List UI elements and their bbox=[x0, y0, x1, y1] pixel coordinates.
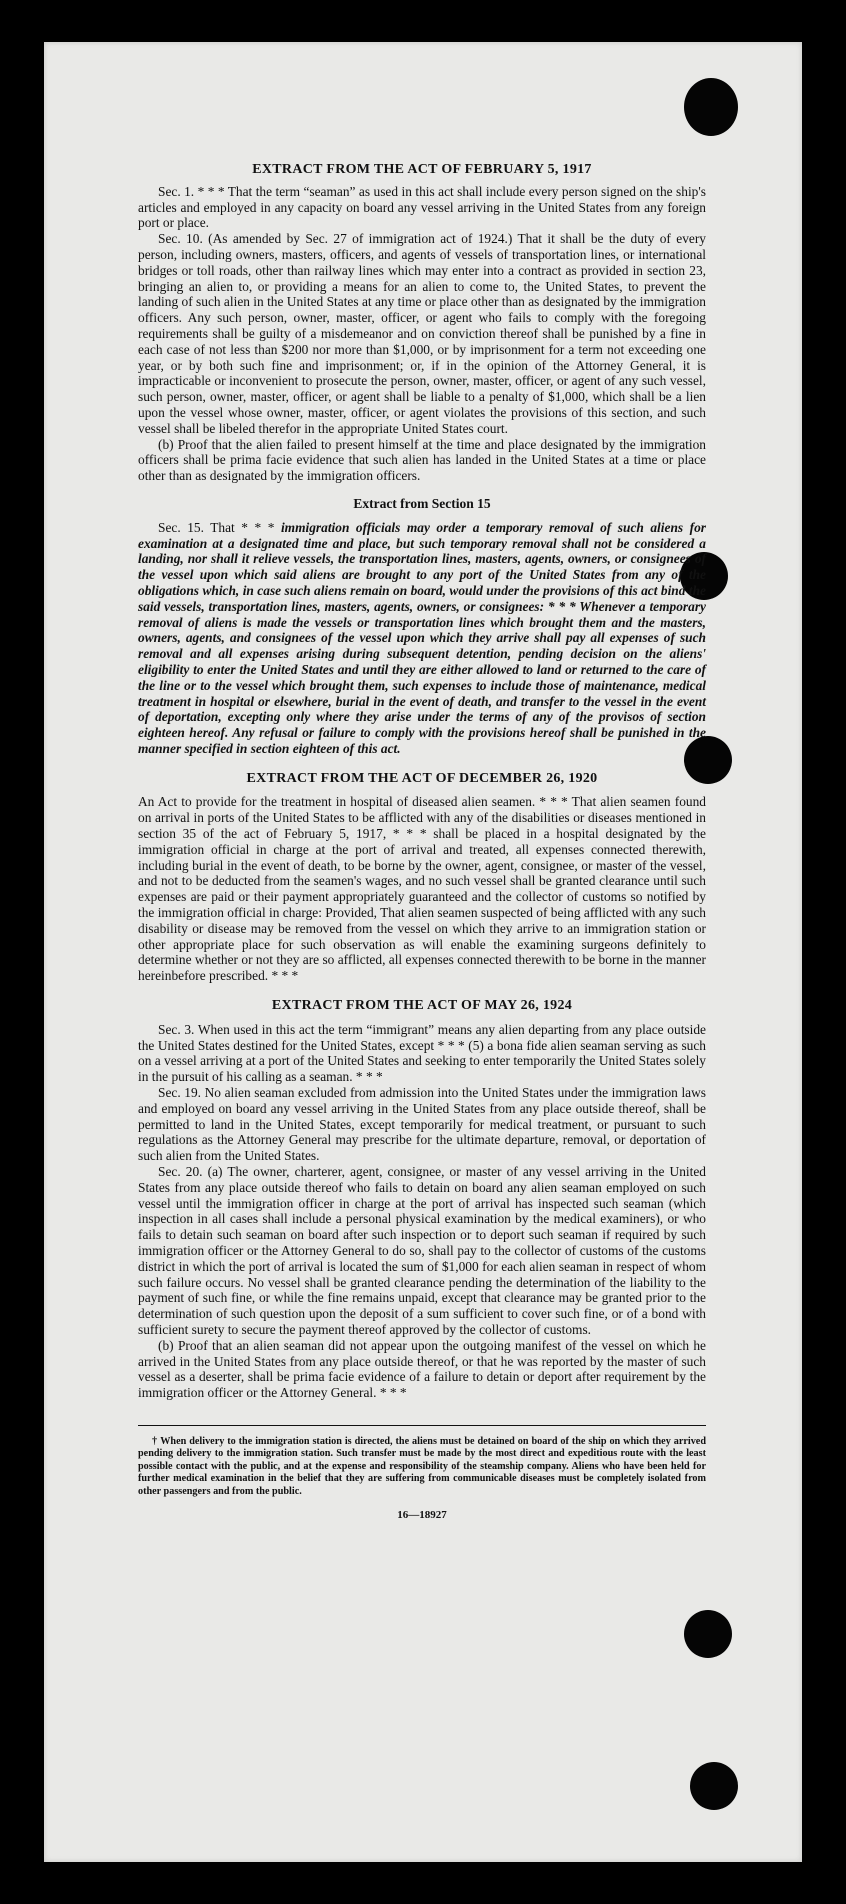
paragraph-sec10b-1917: (b) Proof that the alien failed to present himself at the time and place designated by the immigration officers shall be prima facie evidence that such alien has landed in the United States at a time or place other than as designated by the immigration officers. bbox=[138, 436, 706, 484]
document-body bbox=[138, 162, 706, 1524]
document-page bbox=[44, 42, 802, 1862]
paragraph-sec15 bbox=[138, 520, 706, 757]
heading-act-1917: EXTRACT FROM THE ACT OF FEBRUARY 5, 1917 bbox=[252, 162, 592, 177]
punch-hole-lower bbox=[684, 1610, 732, 1658]
subheading-section-15: Extract from Section 15 bbox=[353, 495, 491, 511]
sec15-italic-text: immigration officials may order a temporary removal of such aliens for examination at a designated time and place, but such temporary removal shall not be considered a landing, nor shall it relieve vessels, the transportation lines, masters, agents, owners, or consignees of the vessel upon which said aliens are brought to any port of the United States from any of the obligations which, in case such aliens remain on board, would under the provisions of this act bind the said vessels, transportation lines, masters, agents, owners, or consignees: * * * Whenever a temporary removal of aliens is made the vessels or transportation lines which brought them and the masters, owners, agents, and consignees of the vessel upon which they arrive shall pay all expenses of such removal and all expenses arising during subsequent detention, pending decision on the aliens' eligibility to enter the United States and until they are either allowed to land or returned to the care of the line or to the vessel which brought them, such expenses to include those of maintenance, medical treatment in hospital or elsewhere, burial in the event of death, and transfer to the vessel in the event of deportation, excepting only where they arise under the terms of any of the provisos of section eighteen hereof. Any refusal or failure to comply with the provisions hereof shall be punished in the manner specified in section eighteen of this act. bbox=[138, 519, 706, 756]
paragraph-act-1920: An Act to provide for the treatment in hospital of diseased alien seamen. * * * That alien seamen found on arrival in ports of the United States to be afflicted with any of the disabilities or diseases mentioned in section 35 of the act of February 5, 1917, * * * shall be placed in a hospital designated by the immigration official in charge at the port of arrival and treated, all expenses connected therewith, including burial in the event of death, to be borne by the owner, agent, consignee, or master of the vessel, and not to be deducted from the seamen's wages, and no such vessel shall be granted clearance until such expenses are paid or their payment appropriately guaranteed and the collector of customs so notified by the immigration official in charge: Provided, That alien seamen suspected of being afflicted with any such disability or disease may be removed from the vessel on which they arrive to an immigration station or other appropriate place for such observation as will enable the examining surgeons definitely to determine whether or not they are so afflicted, all expenses connected therewith to be borne in the manner hereinbefore prescribed. * * * bbox=[138, 794, 706, 984]
sec15-lead: Sec. 15. That * * * bbox=[158, 519, 275, 535]
paragraph-sec20a-1924: Sec. 20. (a) The owner, charterer, agent, consignee, or master of any vessel arriving in the United States from any place outside thereof who fails to detain on board any alien seaman employed on such vessel until the immigration officer in charge at the port of arrival has inspected such seaman (which inspection in all cases shall include a personal physical examination by the medical examiners), or who fails to detain such seaman on board after such inspection or to deport such seaman if required by such immigration officer or the Attorney General to do so, shall pay to the collector of customs of the customs district in which the port of arrival is located the sum of $1,000 for each alien seaman in respect of whom such failure occurs. No vessel shall be granted clearance pending the determination of the liability to the payment of such fine, or while the fine remains unpaid, except that clearance may be granted prior to the determination of such question upon the deposit of a sum sufficient to cover such fine, or of a bond with sufficient surety to secure the payment thereof approved by the collector of customs. bbox=[138, 1164, 706, 1337]
heading-act-1920: EXTRACT FROM THE ACT OF DECEMBER 26, 1920 bbox=[246, 770, 598, 786]
paragraph-sec20b-1924: (b) Proof that an alien seaman did not appear upon the outgoing manifest of the vessel on which he arrived in the United States from any place outside thereof, or that he was reported by the master of such vessel as a deserter, shall be prima facie evidence of a failure to detain or deport after requirement by the immigration officer or the Attorney General. * * * bbox=[138, 1337, 706, 1401]
paragraph-sec10-1917: Sec. 10. (As amended by Sec. 27 of immigration act of 1924.) That it shall be the duty of every person, including owners, masters, officers, and agents of vessels of transportation lines, or international bridges or toll roads, other than railway lines which may enter into a contract as provided in section 23, bringing an alien to, or providing a means for an alien to come to, the United States, to prevent the landing of such alien in the United States at any time or place other than as designated by the immigration officers. Any such person, owner, master, officer, or agent who fails to comply with the foregoing requirements shall be guilty of a misdemeanor and on conviction thereof shall be punished by a fine in each case of not less than $200 nor more than $1,000, or by imprisonment for a term not exceeding one year, or by both such fine and imprisonment; or, if in the opinion of the Attorney General, it is impracticable or inconvenient to prosecute the person, owner, master, officer, or agent of any such vessel, such person, owner, master, officer, or agent shall be liable to a penalty of $1,000, which shall be a lien upon the vessel whose owner, master, officer, or agent violates the provisions of this section, and such vessel shall be libeled therefor in the appropriate United States court. bbox=[138, 231, 706, 436]
paragraph-sec1-1917: Sec. 1. * * * That the term “seaman” as used in this act shall include every person signed on the ship's articles and employed in any capacity on board any vessel arriving in the United States from any foreign port or place. bbox=[138, 183, 706, 231]
paragraph-sec19-1924: Sec. 19. No alien seaman excluded from admission into the United States under the immigration laws and employed on board any vessel arriving in the United States from any place outside thereof, shall be permitted to land in the United States, except temporarily for medical treatment, or pursuant to such regulations as the Attorney General may prescribe for the ultimate departure, removal, or deportation of such alien from the United States. bbox=[138, 1085, 706, 1164]
punch-hole-bottom bbox=[690, 1762, 738, 1810]
paragraph-sec3-1924: Sec. 3. When used in this act the term “immigrant” means any alien departing from any place outside the United States destined for the United States, except * * * (5) a bona fide alien seaman serving as such on a vessel arriving at a port of the United States and seeking to enter temporarily the United States solely in the pursuit of his calling as a seaman. * * * bbox=[138, 1021, 706, 1085]
form-code: 16—18927 bbox=[397, 1509, 447, 1521]
heading-act-1924: EXTRACT FROM THE ACT OF MAY 26, 1924 bbox=[271, 998, 573, 1014]
footnote: † When delivery to the immigration station is directed, the aliens must be detained on board of the ship on which they arrived pending delivery to the immigration station. Such transfer must be made by the most direct and expeditious route with the least possible contact with the public, and at the expense and responsibility of the steamship company. Aliens who have been held for further medical examination in the belief that they are suffering from communicable diseases must be completely isolated from other passengers and from the public. bbox=[138, 1435, 706, 1497]
punch-hole-top bbox=[684, 78, 738, 136]
footnote-divider bbox=[138, 1425, 706, 1426]
